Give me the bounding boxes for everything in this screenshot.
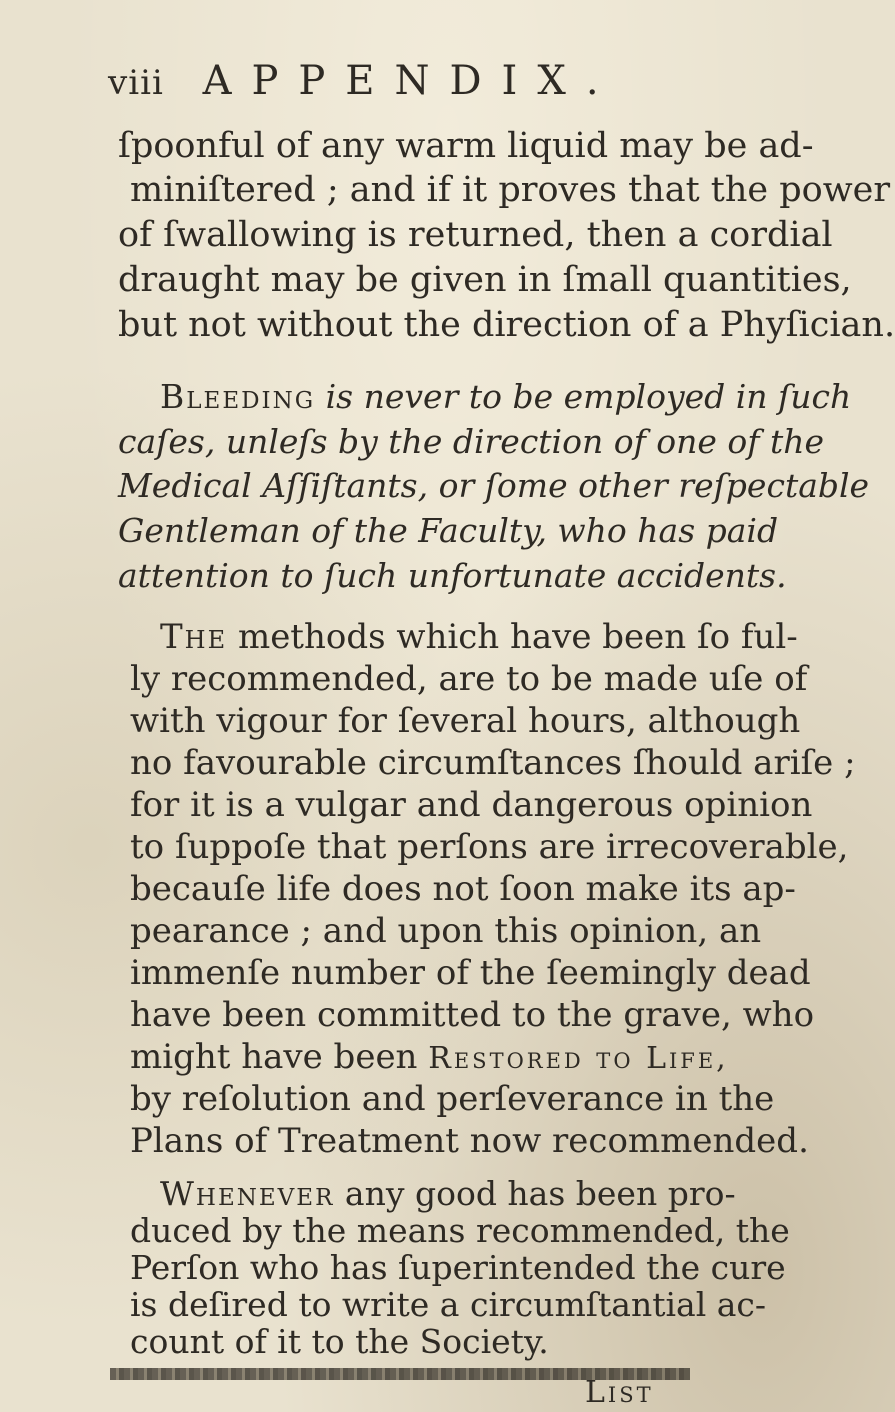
- text-line: Perſon who has ſuperintended the cure: [130, 1248, 786, 1287]
- text-line: duced by the means recommended, the: [130, 1211, 790, 1250]
- text-line: pearance ; and upon this opinion, an: [130, 911, 762, 951]
- text-line: ly recommended, are to be made uſe of: [130, 659, 808, 699]
- text-line: for it is a vulgar and dangerous opinion: [130, 785, 813, 825]
- text-line: The methods which have been ſo ful-: [160, 617, 798, 657]
- lead-word: Whenever: [160, 1174, 335, 1213]
- text-line: might have been Restored to Life,: [130, 1037, 729, 1077]
- text-line: attention to ſuch unfortunate accidents.: [118, 556, 787, 595]
- text-line: have been committed to the grave, who: [130, 995, 815, 1035]
- text-line: ſpoonful of any warm liquid may be ad-: [118, 126, 814, 166]
- text-line: no favourable circumſtances ſhould ariſe ;: [130, 743, 856, 783]
- emphasis-phrase: Restored to Life,: [428, 1041, 729, 1076]
- running-header: [108, 58, 668, 104]
- text-line: becauſe life does not ſoon make its ap-: [130, 869, 796, 909]
- lead-word: Bleeding: [160, 377, 316, 416]
- text-line: caſes, unleſs by the direction of one of the: [118, 422, 825, 461]
- text-line: Whenever any good has been pro-: [160, 1174, 736, 1213]
- text-line: draught may be given in ſmall quantities,: [118, 260, 852, 300]
- text-line: of ſwallowing is returned, then a cordial: [118, 215, 833, 255]
- text-line: to ſuppoſe that perſons are irrecoverable,: [130, 827, 849, 867]
- text-line: Bleeding is never to be employed in ſuch: [160, 377, 852, 416]
- text-line: Plans of Treatment now recommended.: [130, 1121, 809, 1161]
- running-title: APPENDIX.: [202, 58, 619, 104]
- text-line: by reſolution and perſeverance in the: [130, 1079, 775, 1119]
- lead-word: The: [160, 617, 228, 657]
- text-line: with vigour for ſeveral hours, although: [130, 701, 801, 741]
- text-line: miniſtered ; and if it proves that the power: [130, 170, 891, 210]
- text-line: Medical Aſſiſtants, or ſome other reſpectable: [118, 466, 870, 505]
- text-line: but not without the direction of a Phyſician.: [118, 305, 895, 345]
- page-number: viii: [108, 63, 164, 103]
- text-line: count of it to the Society.: [130, 1322, 549, 1361]
- text-line: immenſe number of the ſeemingly dead: [130, 953, 811, 993]
- catchword: List: [585, 1375, 654, 1410]
- text-line: is deſired to write a circumſtantial ac-: [130, 1285, 767, 1324]
- text-line: Gentleman of the Faculty, who has paid: [118, 511, 779, 550]
